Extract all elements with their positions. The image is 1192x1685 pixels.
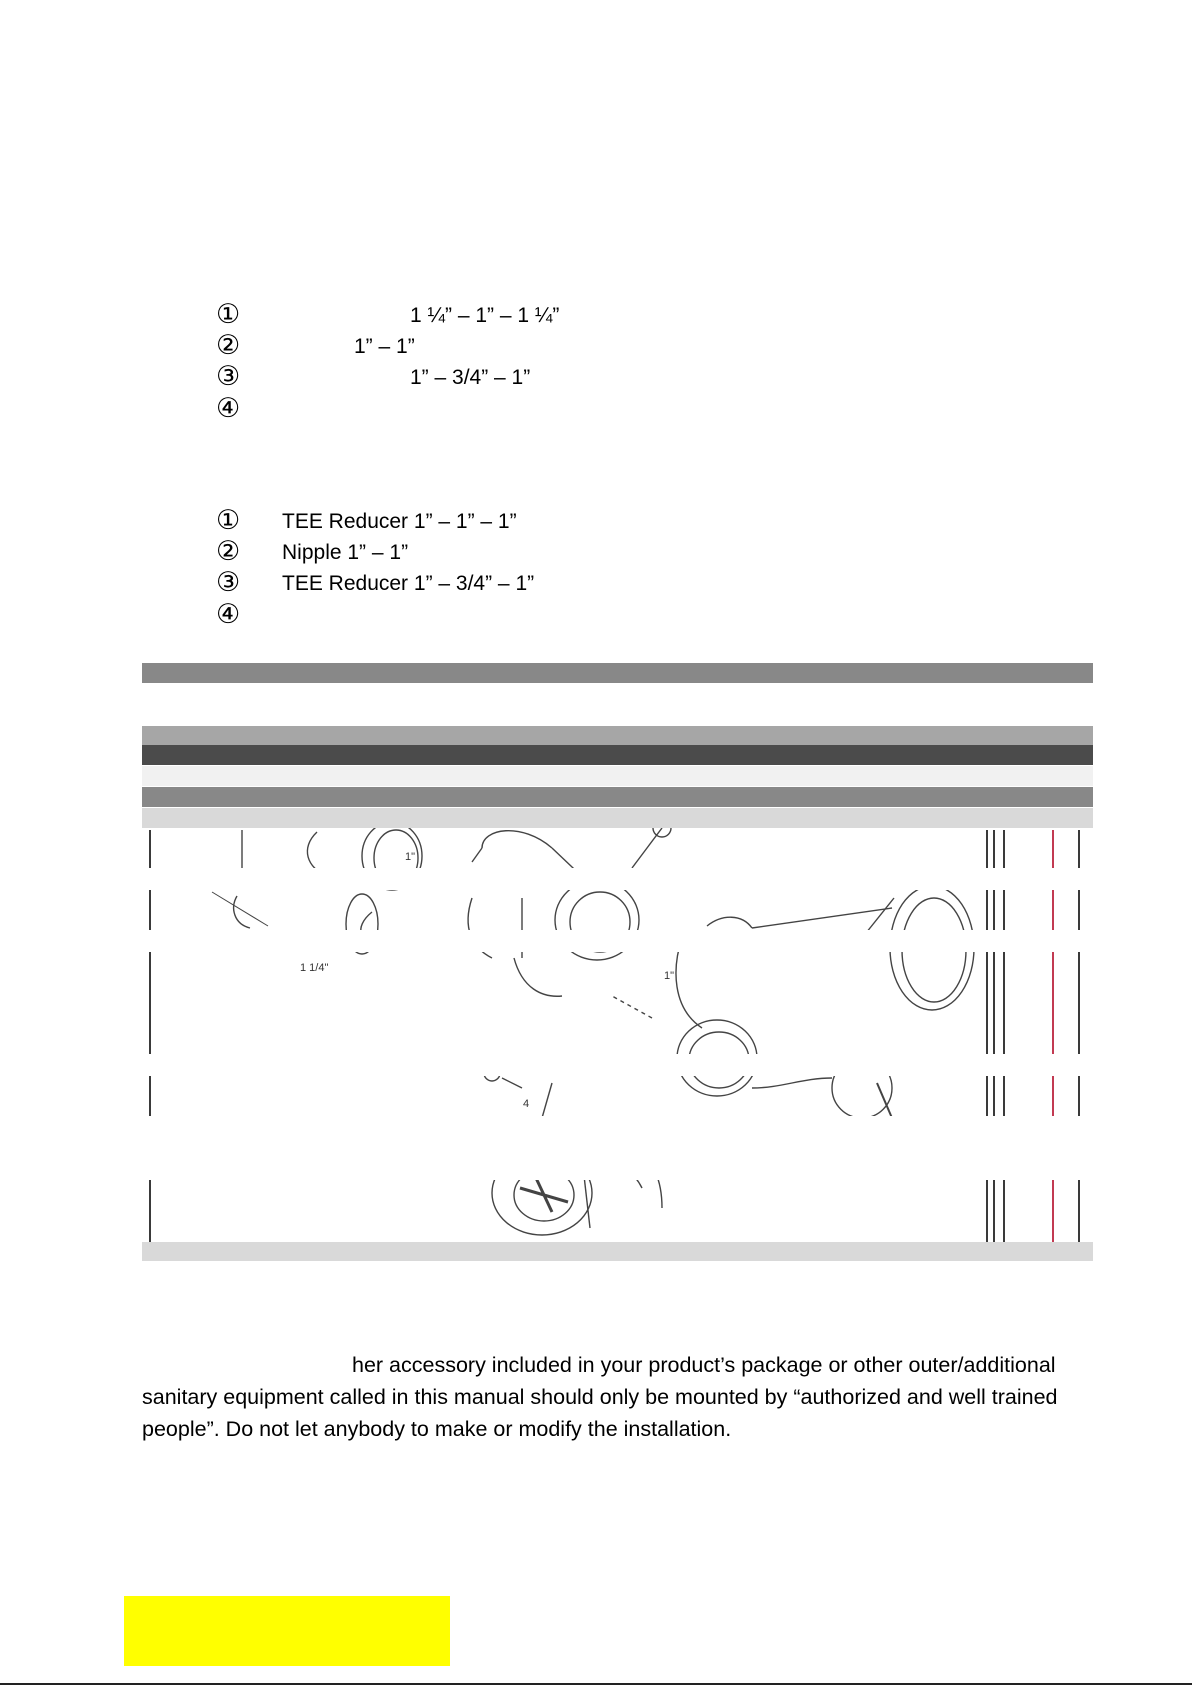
warning-paragraph [142, 1349, 1106, 1445]
warning-line-2: sanitary equipment called in this manual should only be mounted by “authorized and well trained [142, 1385, 1058, 1409]
diagram-gap-1 [142, 868, 1093, 890]
list-b-item-1: TEE Reducer 1” – 1” – 1” [282, 510, 517, 533]
list-a-marker-2: ② [216, 330, 241, 361]
list-b-marker-4: ④ [216, 599, 241, 630]
warning-line-1: her accessory included in your product’s package or other outer/additional [352, 1353, 1056, 1377]
band-dark [142, 745, 1093, 765]
label-size-1-quarter: 1 1/4" [300, 962, 329, 974]
list-a-item-1: 1 ¼” – 1” – 1 ¼” [410, 304, 560, 327]
list-b-item-2: Nipple 1” – 1” [282, 541, 409, 564]
label-size-1-b: 1" [664, 970, 675, 982]
diagram-gap-3 [142, 1054, 1093, 1076]
list-b-item-3: TEE Reducer 1” – 3/4” – 1” [282, 572, 535, 595]
band-bottom-soft [142, 1242, 1093, 1261]
list-a-item-3: 1” – 3/4” – 1” [410, 366, 531, 389]
highlight-block [124, 1596, 450, 1666]
warning-line-3: people”. Do not let anybody to make or modify the installation. [142, 1417, 732, 1441]
list-b-marker-3: ③ [216, 567, 241, 598]
band-light-gray [142, 726, 1093, 745]
list-a-marker-3: ③ [216, 361, 241, 392]
band-pale [142, 766, 1093, 786]
callout-4: 4 [523, 1098, 530, 1110]
diagram-gap-2 [142, 930, 1093, 952]
list-a-item-2: 1” – 1” [354, 335, 415, 358]
band-mid-gray [142, 787, 1093, 807]
diagram-gap-4 [142, 1116, 1093, 1180]
list-b-marker-2: ② [216, 536, 241, 567]
label-size-1: 1" [405, 851, 416, 863]
band-soft-gray [142, 808, 1093, 828]
divider-bar-top [142, 663, 1093, 683]
list-a-marker-1: ① [216, 299, 241, 330]
list-b-marker-1: ① [216, 505, 241, 536]
list-a-marker-4: ④ [216, 393, 241, 424]
